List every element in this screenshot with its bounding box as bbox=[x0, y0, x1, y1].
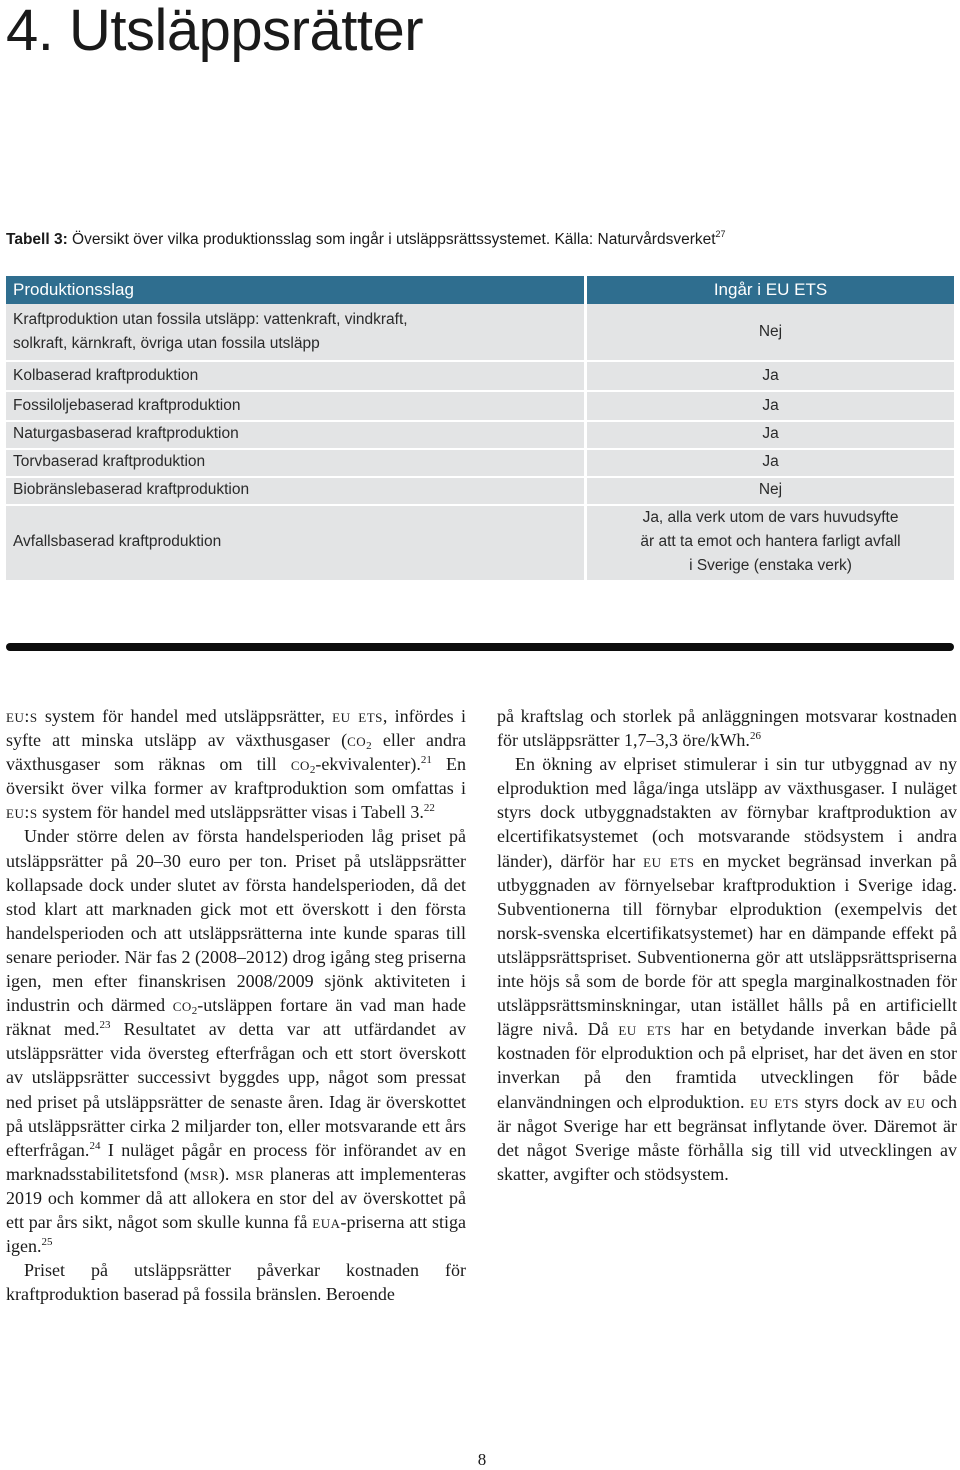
column-divider bbox=[584, 276, 587, 580]
text-run: -utsläppen fortare än vad man hade räknat med. bbox=[6, 995, 466, 1040]
text-run: En ökning av elpriset stimulerar i sin tur utbyggnad av ny elproduktion med låga/inga utsläpp av växthusgaser. I nuläget styrs dock utbyggnadstakten av förnybar kraftproduktion av elcertifikatsystemet (och motsvarande stödsystem i andra länder), därför har bbox=[497, 754, 957, 871]
table-row bbox=[6, 478, 954, 506]
cell-production-type: Avfallsbaserad kraftproduktion bbox=[13, 533, 222, 550]
cell-production-type: Fossiloljebaserad kraftproduktion bbox=[13, 397, 241, 414]
text-run: på kraftslag och storlek på anläggningen motsvarar kostnaden för utsläppsrätter 1,7–3,3 öre/kWh. bbox=[497, 706, 957, 751]
body-column-right bbox=[497, 704, 957, 1186]
cell-included: Nej bbox=[758, 481, 783, 498]
cell-line: solkraft, kärnkraft, övriga utan fossila utsläpp bbox=[13, 335, 320, 352]
header-included-eu-ets: Ingår i EU ETS bbox=[713, 280, 828, 299]
footnote-ref: 24 bbox=[89, 1139, 101, 1152]
footnote-ref: 25 bbox=[41, 1236, 53, 1249]
body-column-left bbox=[6, 704, 466, 1306]
abbreviation: eu ets bbox=[618, 1019, 672, 1040]
paragraph bbox=[6, 824, 466, 1258]
footnote-ref: 23 bbox=[99, 1019, 111, 1032]
table-caption bbox=[6, 230, 956, 250]
abbreviation: eu ets bbox=[332, 706, 383, 726]
cell-line: är att ta emot och hantera farligt avfall bbox=[640, 533, 901, 550]
text-run: -priserna att stiga igen. bbox=[6, 1211, 466, 1257]
paragraph bbox=[6, 704, 466, 824]
cell-included: Ja bbox=[762, 367, 779, 384]
text-run: Resultatet av detta var att utfärdandet av utsläppsrätter vida översteg efterfrågan och ett stort överskott av utsläppsrätter successivt byggdes upp, något som pressat ned priset på utsläppsrätter de senaste åren. Idag är överskottet på utsläppsrätter cirka 2 miljarder ton, eller motsvarande ett års efterfrågan. bbox=[6, 1019, 466, 1160]
text-run: En översikt över vilka former av kraftproduktion som omfattas i bbox=[6, 754, 466, 799]
text-run: -ekvivalenter). bbox=[315, 754, 421, 775]
abbreviation: eu:s bbox=[6, 706, 38, 726]
text-run: system för handel med utsläppsrätter visas i Tabell 3. bbox=[37, 802, 424, 823]
subscript: 2 bbox=[366, 740, 372, 753]
text-run: eller andra växthusgaser som räknas om till bbox=[6, 730, 466, 775]
abbreviation: eu ets bbox=[643, 850, 695, 871]
header-production-type: Produktionsslag bbox=[13, 280, 134, 299]
text-run: styrs dock av bbox=[799, 1091, 908, 1112]
cell-production-type: Kolbaserad kraftproduktion bbox=[13, 367, 199, 384]
footnote-ref: 22 bbox=[423, 802, 435, 815]
text-run: Under större delen av första handelsperioden låg priset på utsläppsrätter på 20–30 euro per ton. Priset på utsläppsrätter kollapsade dock under slutet av första handelsperioden, då det stod klart att marknaden gick mot ett överskott i den första handelsperioden och att utsläppsrätterna inte kunde sparas till senare perioder. När fas 2 (2008–2012) drog igång steg priserna igen, men efter finanskrisen 2008/2009 sjönk aktiviteten i industrin och därmed bbox=[6, 826, 466, 1016]
text-run: planeras att implementeras 2019 och kommer då att allokera en stor del av överskottet på ett par års sikt, något som skulle kunna få bbox=[6, 1163, 467, 1232]
text-run: system för handel med utsläppsrätter, bbox=[37, 706, 333, 726]
cell-production-type: Torvbaserad kraftproduktion bbox=[13, 453, 206, 470]
abbreviation: msr bbox=[235, 1163, 265, 1184]
page-number: 8 bbox=[477, 1450, 487, 1469]
cell-line: Kraftproduktion utan fossila utsläpp: vattenkraft, vindkraft, bbox=[13, 311, 408, 328]
subscript: 2 bbox=[309, 764, 316, 777]
cell-production-type: Naturgasbaserad kraftproduktion bbox=[13, 425, 239, 442]
paragraph bbox=[497, 704, 957, 752]
abbreviation: eu ets bbox=[750, 1091, 800, 1112]
text-run: ). bbox=[218, 1163, 236, 1184]
footnote-ref: 21 bbox=[420, 754, 432, 767]
text-run: en mycket begränsad inverkan på utbyggnaden av förnyelsebar kraftproduktion i Sverige idag. Subventionerna till förnybar elproduktion (exempelvis det norsk-svenska elcertifikatsystemet) har en dämpande effekt på utsläppsrättspriset. Subventionerna gör att utsläppsrättspriserna inte höjs så som de borde för att spegla marginalkostnaden för utsläppsrättsminskningar, utan istället hålls på en artificiellt lägre nivå. Då bbox=[497, 850, 957, 1040]
paragraph bbox=[497, 752, 957, 1186]
cell-production-type bbox=[13, 308, 573, 356]
abbreviation: co bbox=[347, 730, 367, 751]
abbreviation: eua bbox=[312, 1211, 341, 1232]
table-row bbox=[6, 392, 954, 420]
cell-included: Nej bbox=[758, 323, 783, 340]
table-row bbox=[6, 422, 954, 450]
table-row bbox=[6, 450, 954, 478]
cell-included bbox=[587, 506, 954, 578]
abbreviation: msr bbox=[189, 1163, 219, 1184]
cell-production-type: Biobränslebaserad kraftproduktion bbox=[13, 481, 250, 498]
cell-line: i Sverige (enstaka verk) bbox=[689, 557, 852, 574]
abbreviation: co bbox=[172, 995, 192, 1016]
table-row bbox=[6, 506, 954, 580]
footnote-ref: 27 bbox=[715, 229, 726, 239]
abbreviation: eu:s bbox=[6, 802, 38, 823]
table-row bbox=[6, 362, 954, 390]
cell-included: Ja bbox=[762, 425, 779, 442]
text-run: Priset på utsläppsrätter påverkar kostnaden för kraftproduktion baserad på fossila bränslen. Beroende bbox=[6, 1260, 466, 1305]
row-divider bbox=[6, 632, 954, 634]
section-divider-bar bbox=[6, 643, 954, 651]
chapter-title: 4. Utsläppsrätter bbox=[6, 0, 424, 63]
table-caption-label: Tabell 3: bbox=[6, 231, 68, 248]
text-run: I nuläget pågår en process för införandet av en marknadsstabilitetsfond ( bbox=[6, 1139, 466, 1184]
abbreviation: co bbox=[290, 754, 310, 775]
cell-included: Ja bbox=[762, 397, 779, 414]
subscript: 2 bbox=[191, 1005, 198, 1018]
text-run: har en betydande inverkan både på kostnaden för elproduktion och på elpriset, har det även en stor inverkan på den framtida utvecklingen för både elanvändningen och elproduktion. bbox=[497, 1019, 957, 1112]
cell-line: Ja, alla verk utom de vars huvudsyfte bbox=[642, 509, 899, 526]
text-run: , infördes i syfte att minska utsläpp av växthusgaser ( bbox=[6, 706, 466, 751]
text-run: och är något Sverige har ett begränsat inflytande över. Däremot är det något Sverige måste förhålla sig till vid utvecklingen av skatter, avgifter och stödsystem. bbox=[497, 1091, 957, 1184]
abbreviation: eu bbox=[907, 1091, 926, 1112]
paragraph bbox=[6, 1258, 466, 1306]
table-header bbox=[6, 276, 954, 304]
production-table bbox=[6, 276, 954, 580]
table-caption-text: Översikt över vilka produktionsslag som ingår i utsläppsrättssystemet. Källa: Naturvårdsverket bbox=[67, 231, 716, 248]
table-row bbox=[6, 306, 954, 360]
footnote-ref: 26 bbox=[749, 730, 761, 743]
cell-included: Ja bbox=[762, 453, 779, 470]
